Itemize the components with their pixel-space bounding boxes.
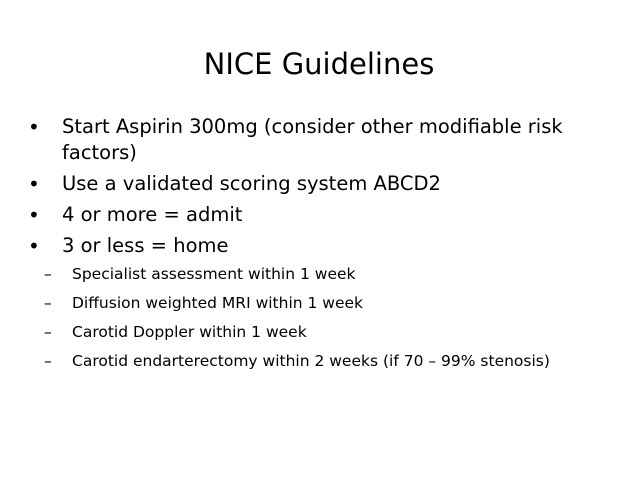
sub-bullet-group — [44, 264, 608, 372]
bullet-marker: • — [28, 172, 40, 196]
sub-bullet-item — [44, 351, 608, 372]
bullet-item — [28, 114, 608, 166]
sub-bullet-text: Diffusion weighted MRI within 1 week — [72, 294, 364, 312]
bullet-item — [28, 171, 608, 197]
dash-marker: – — [44, 294, 52, 312]
sub-bullet-text: Carotid Doppler within 1 week — [72, 323, 307, 341]
bullet-marker: • — [28, 234, 40, 258]
sub-bullet-item — [44, 264, 608, 285]
sub-bullet-item — [44, 293, 608, 314]
slide-title: NICE Guidelines — [203, 47, 435, 81]
sub-bullet-list — [44, 264, 608, 372]
sub-bullet-text: Carotid endarterectomy within 2 weeks (if 70 – 99% stenosis) — [72, 352, 550, 370]
bullet-text: 4 or more = admit — [62, 203, 243, 226]
bullet-item — [28, 202, 608, 228]
bullet-text: 3 or less = home — [62, 234, 229, 257]
sub-bullet-item — [44, 322, 608, 343]
bullet-marker: • — [28, 203, 40, 227]
bullet-text: Start Aspirin 300mg (consider other modifiable risk factors) — [62, 115, 563, 164]
sub-bullet-text: Specialist assessment within 1 week — [72, 265, 356, 283]
dash-marker: – — [44, 265, 52, 283]
bullet-list — [28, 114, 608, 380]
bullet-item — [28, 233, 608, 259]
bullet-marker: • — [28, 115, 40, 139]
dash-marker: – — [44, 323, 52, 341]
bullet-text: Use a validated scoring system ABCD2 — [62, 172, 441, 195]
dash-marker: – — [44, 352, 52, 370]
